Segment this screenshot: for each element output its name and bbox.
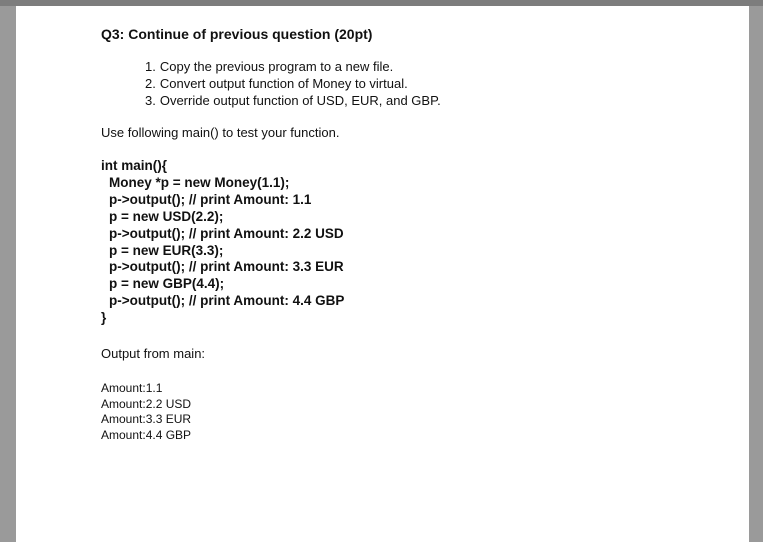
list-item: 1. Copy the previous program to a new file. (145, 59, 394, 74)
code-line: Money *p = new Money(1.1); (109, 174, 290, 190)
output-line: Amount:3.3 EUR (101, 412, 192, 427)
step-list (101, 58, 701, 109)
code-line: p->output(); // print Amount: 2.2 USD (109, 225, 344, 241)
code-block (101, 158, 701, 327)
list-item: 2. Convert output function of Money to virtual. (145, 76, 408, 91)
code-line: p = new EUR(3.3); (109, 242, 224, 258)
output-line: Amount:2.2 USD (101, 396, 192, 411)
code-line: p->output(); // print Amount: 3.3 EUR (109, 259, 344, 275)
code-line: p = new GBP(4.4); (109, 276, 225, 292)
output-line: Amount:4.4 GBP (101, 427, 192, 442)
code-line: p = new USD(2.2); (109, 208, 224, 224)
code-line: p->output(); // print Amount: 4.4 GBP (109, 293, 345, 309)
intro-text: Use following main() to test your function. (101, 125, 340, 140)
output-line: Amount:1.1 (101, 381, 163, 396)
code-line: } (101, 310, 107, 326)
question-content (101, 25, 701, 443)
list-item: 3. Override output function of USD, EUR, and GBP. (145, 93, 441, 108)
question-heading: Q3: Continue of previous question (20pt) (101, 26, 373, 42)
output-block (101, 381, 701, 443)
document-page (16, 6, 749, 542)
output-label: Output from main: (101, 346, 206, 362)
code-line: p->output(); // print Amount: 1.1 (109, 191, 312, 207)
code-line: int main(){ (101, 158, 167, 173)
